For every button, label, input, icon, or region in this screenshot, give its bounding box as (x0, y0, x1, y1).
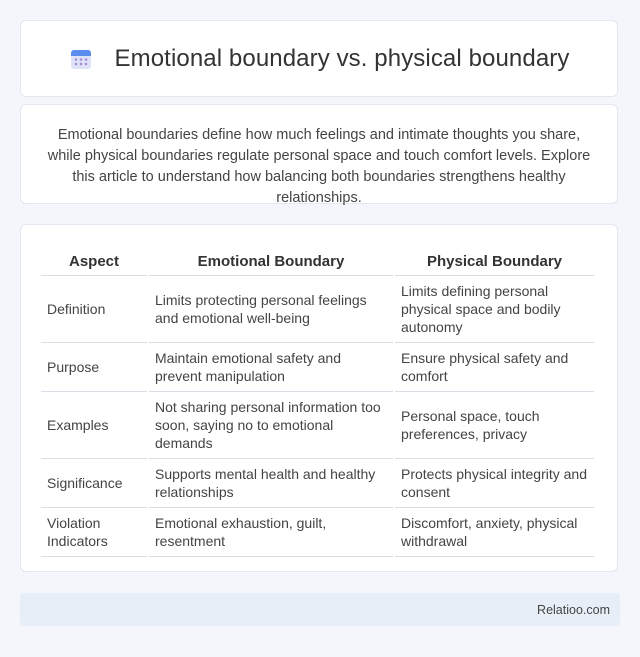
cell-aspect: Examples (41, 392, 147, 459)
cell-physical: Ensure physical safety and comfort (395, 343, 594, 392)
header-physical: Physical Boundary (395, 243, 594, 276)
cell-aspect: Significance (41, 459, 147, 508)
table-row (41, 508, 594, 557)
cell-emotional: Not sharing personal information too soon, saying no to emotional demands (149, 392, 393, 459)
page-title: Emotional boundary vs. physical boundary (114, 44, 570, 72)
table-row (41, 459, 594, 508)
footer (20, 593, 620, 626)
intro-card (20, 104, 618, 204)
table-row (41, 343, 594, 392)
table-row (41, 276, 594, 343)
cell-aspect: Definition (41, 276, 147, 343)
cell-physical: Discomfort, anxiety, physical withdrawal (395, 508, 594, 557)
table-header-row (41, 243, 594, 276)
cell-physical: Limits defining personal physical space and bodily autonomy (395, 276, 594, 343)
cell-aspect: Violation Indicators (41, 508, 147, 557)
title-card (20, 20, 618, 97)
intro-text: Emotional boundaries define how much feelings and intimate thoughts you share, while physical boundaries regulate personal space and touch comfort levels. Explore this article to understand how balancing both boundaries strengthens healthy relationships. (47, 127, 591, 206)
comparison-table-card (20, 224, 618, 572)
calendar-icon (69, 47, 93, 71)
cell-aspect: Purpose (41, 343, 147, 392)
comparison-table (39, 243, 596, 557)
header-aspect: Aspect (41, 243, 147, 276)
cell-physical: Personal space, touch preferences, privacy (395, 392, 594, 459)
cell-emotional: Limits protecting personal feelings and emotional well-being (149, 276, 393, 343)
cell-emotional: Emotional exhaustion, guilt, resentment (149, 508, 393, 557)
table-row (41, 392, 594, 459)
cell-physical: Protects physical integrity and consent (395, 459, 594, 508)
cell-emotional: Supports mental health and healthy relationships (149, 459, 393, 508)
cell-emotional: Maintain emotional safety and prevent manipulation (149, 343, 393, 392)
header-emotional: Emotional Boundary (149, 243, 393, 276)
footer-site-link[interactable]: Relatioo.com (537, 602, 610, 617)
